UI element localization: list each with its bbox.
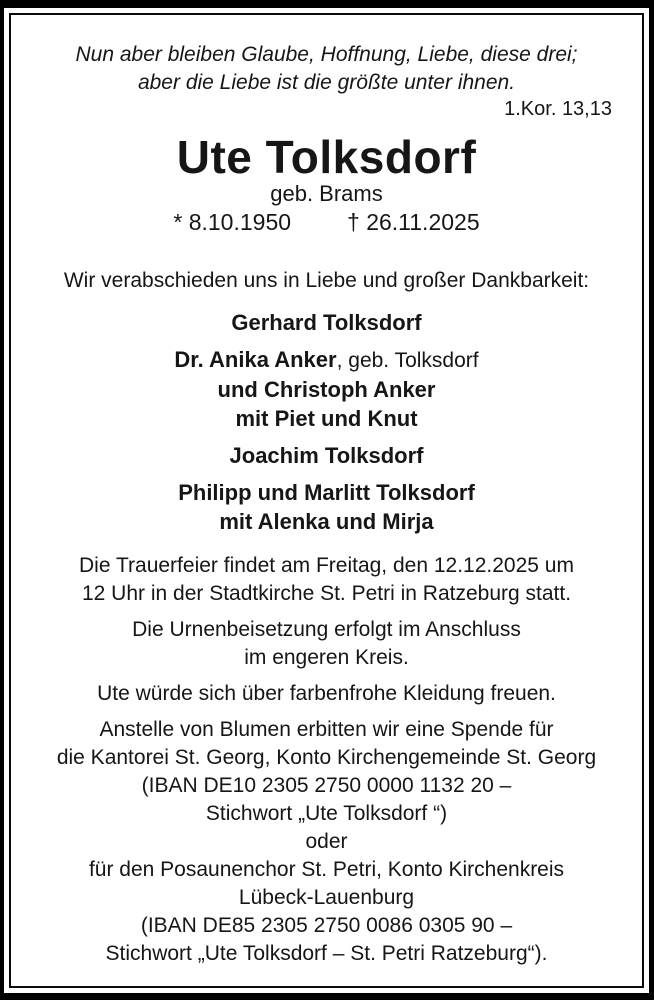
donation-info (25, 716, 628, 968)
funeral-service-line2: 12 Uhr in der Stadtkirche St. Petri in Ratzeburg statt. (81, 582, 572, 605)
mourner-group-2 (25, 345, 628, 433)
mourner-line: mit Alenka und Mirja (219, 509, 434, 534)
life-dates (25, 207, 628, 237)
mourner-line: Philipp und Marlitt Tolksdorf (178, 480, 475, 505)
donation-or: oder (305, 830, 348, 853)
scripture-quote-line2: aber die Liebe ist die größte unter ihnen. (137, 71, 516, 94)
urn-burial-info (25, 616, 628, 672)
clothing-note: Ute würde sich über farbenfrohe Kleidung freuen. (97, 682, 556, 705)
scripture-quote-line1: Nun aber bleiben Glaube, Hoffnung, Liebe, diese drei; (75, 43, 578, 66)
donation-iban-1: (IBAN DE10 2305 2750 0000 1132 20 – (141, 774, 512, 797)
mourner-line (25, 345, 628, 375)
mourner-line: mit Piet und Knut (235, 406, 418, 431)
farewell-intro: Wir verabschieden uns in Liebe und großer Dankbarkeit: (63, 269, 590, 292)
urn-burial-line2: im engeren Kreis. (244, 646, 409, 669)
funeral-service-info (25, 552, 628, 608)
mourners-list (25, 308, 628, 536)
scripture-reference: 1.Kor. 13,13 (504, 98, 612, 120)
mourner-group-3 (25, 441, 628, 470)
donation-keyword-1: Stichwort „Ute Tolksdorf “) (205, 802, 448, 825)
donation-line6: für den Posaunenchor St. Petri, Konto Kirchenkreis (88, 858, 565, 881)
mourner-name-bold: Dr. Anika Anker (174, 347, 337, 372)
obituary-frame (9, 13, 644, 988)
donation-keyword-2: Stichwort „Ute Tolksdorf – St. Petri Ratzeburg“). (105, 942, 548, 965)
donation-line7: Lübeck-Lauenburg (238, 886, 415, 909)
maiden-name: geb. Brams (270, 181, 383, 206)
deceased-name: Ute Tolksdorf (176, 131, 477, 183)
mourner-name-suffix: , geb. Tolksdorf (336, 349, 479, 372)
donation-line2: die Kantorei St. Georg, Konto Kirchengemeinde St. Georg (56, 746, 597, 769)
mourner-line: und Christoph Anker (217, 377, 436, 402)
mourner-line: Gerhard Tolksdorf (231, 310, 422, 335)
mourner-group-1 (25, 308, 628, 337)
obituary-paper (4, 8, 649, 993)
obituary-content (11, 15, 642, 986)
birth-date: * 8.10.1950 (173, 209, 292, 235)
urn-burial-line1: Die Urnenbeisetzung erfolgt im Anschluss (132, 618, 521, 641)
funeral-service-line1: Die Trauerfeier findet am Freitag, den 12.12.2025 um (79, 554, 574, 577)
scripture-quote (25, 41, 628, 97)
mourner-line: Joachim Tolksdorf (229, 443, 424, 468)
mourner-group-4 (25, 478, 628, 536)
donation-line1: Anstelle von Blumen erbitten wir eine Spende für (99, 718, 554, 741)
donation-iban-2: (IBAN DE85 2305 2750 0086 0305 90 – (140, 914, 513, 937)
death-date: † 26.11.2025 (347, 209, 480, 235)
